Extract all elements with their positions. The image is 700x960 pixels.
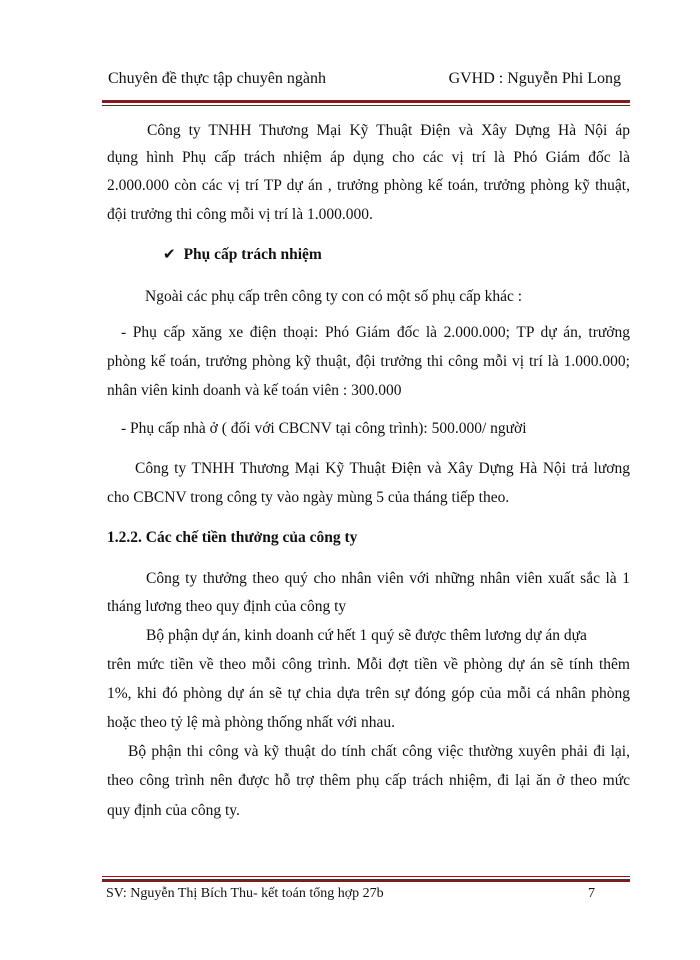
check-heading [163,245,322,264]
paragraph-line: nhân viên kinh doanh và kế toán viên : 300.000 [107,382,402,399]
check-mark-icon: ✔ [163,245,176,263]
paragraph-line: 1%, khi đó phòng dự án sẽ tự chia dựa trên sự đóng góp của mỗi cá nhân phòng [107,685,630,702]
paragraph-line: quy định của công ty. [107,802,240,819]
paragraph-line: cho CBCNV trong công ty vào ngày mùng 5 của tháng tiếp theo. [107,489,510,506]
paragraph-line: Bộ phận dự án, kinh doanh cứ hết 1 quý sẽ được thêm lương dự án dựa [146,627,587,644]
paragraph-line: 2.000.000 còn các vị trí TP dự án , trưởng phòng kế toán, trưởng phòng kỹ thuật, [107,177,630,194]
paragraph-line: Ngoài các phụ cấp trên công ty con có một số phụ cấp khác : [145,288,523,305]
footer-divider [102,876,630,882]
paragraph-line: - Phụ cấp xăng xe điện thoại: Phó Giám đốc là 2.000.000; TP dự án, trưởng [121,324,630,341]
paragraph-line: theo công trình nên được hỗ trợ thêm phụ cấp trách nhiệm, đi lại ăn ở theo mức [107,772,630,789]
section-heading: 1.2.2. Các chế tiền thưởng của công ty [107,529,358,546]
page-number: 7 [588,886,595,901]
paragraph-line: phòng kế toán, trưởng phòng kỹ thuật, đội trưởng thi công mỗi vị trí là 1.000.000; [107,353,630,370]
paragraph-line: Công ty TNHH Thương Mại Kỹ Thuật Điện và Xây Dựng Hà Nội áp [147,122,630,139]
paragraph-line: Bộ phận thi công và kỹ thuật do tính chất công việc thường xuyên phải đi lại, [128,743,630,760]
paragraph-line: tháng lương theo quy định của công ty [107,598,347,615]
paragraph-line: đội trưởng thi công mỗi vị trí là 1.000.000. [107,206,373,223]
header-title: Chuyên đề thực tập chuyên ngành [108,70,326,87]
header-divider [102,100,630,106]
paragraph-line: trên mức tiền về theo mỗi công trình. Mỗi đợt tiền về phòng dự án sẽ tính thêm [107,656,630,673]
footer-student: SV: Nguyễn Thị Bích Thu- kết toán tổng hợp 27b [106,886,384,901]
paragraph-line: Công ty TNHH Thương Mại Kỹ Thuật Điện và Xây Dựng Hà Nội trả lương [135,460,630,477]
paragraph-line: dụng hình Phụ cấp trách nhiệm áp dụng cho các vị trí là Phó Giám đốc là [107,149,630,166]
paragraph-line: hoặc theo tỷ lệ mà phòng thống nhất với nhau. [107,714,395,731]
paragraph-line: - Phụ cấp nhà ở ( đối với CBCNV tại công trình): 500.000/ người [121,420,527,437]
header-advisor: GVHD : Nguyễn Phi Long [448,70,621,87]
check-heading-text: Phụ cấp trách nhiệm [183,246,322,263]
paragraph-line: Công ty thưởng theo quý cho nhân viên với những nhân viên xuất sắc là 1 [146,570,630,587]
